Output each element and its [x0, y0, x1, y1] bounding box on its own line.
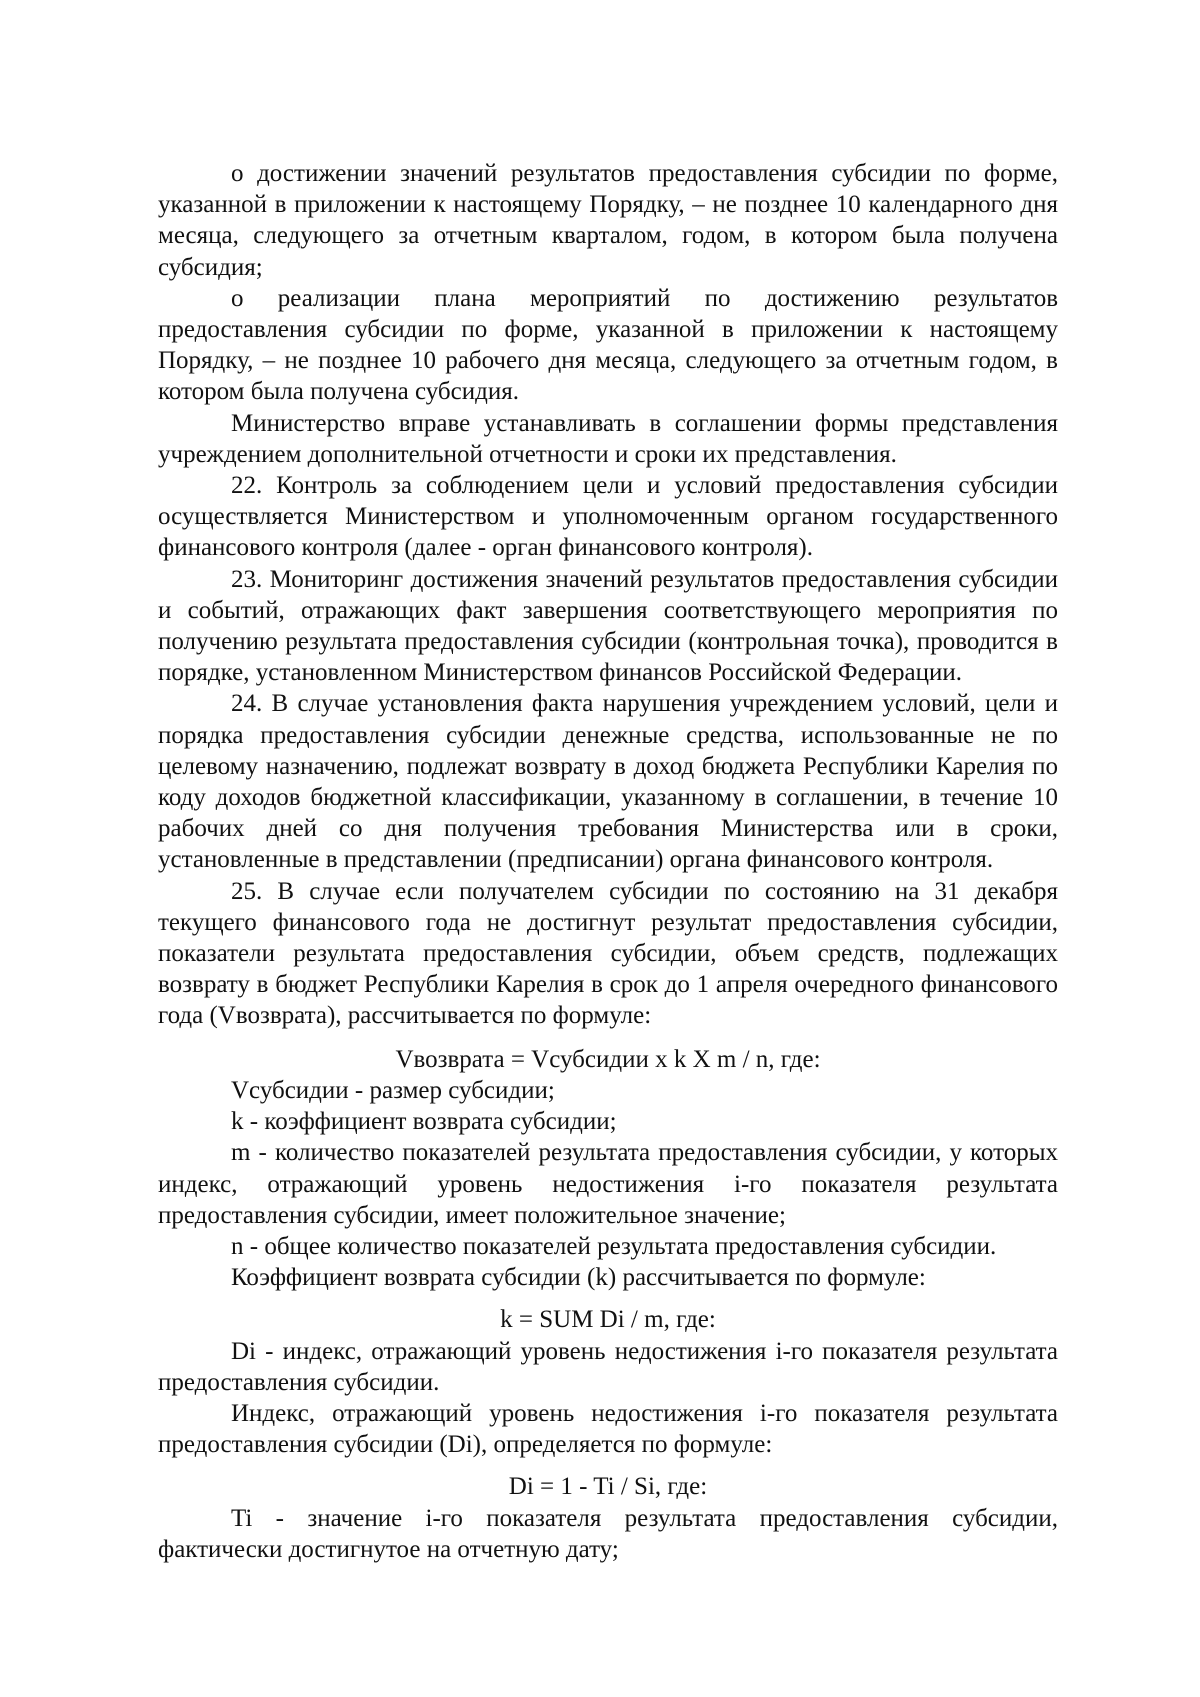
paragraph-22-control: 22. Контроль за соблюдением цели и условий предоставления субсидии осуществляется Министерством и уполномоченным органом государственного финансового контроля (далее - орган финансового контроля). [158, 472, 1058, 562]
formula-index-di: Di = 1 - Ti / Si, где: [508, 1473, 708, 1501]
document-page [158, 158, 1058, 1565]
paragraph-report-plan: о реализации плана мероприятий по достижению результатов предоставления субсидии по форме, указанной в приложении к настоящему Порядку, – не позднее 10 рабочего дня месяца, следующего за отчетным годом, в котором была получена субсидия. [158, 284, 1058, 406]
definition-di: Di - индекс, отражающий уровень недостижения i-го показателя результата предоставления субсидии. [158, 1337, 1058, 1396]
definition-k-intro: Коэффициент возврата субсидии (k) рассчитывается по формуле: [231, 1264, 926, 1292]
paragraph-24-violation: 24. В случае установления факта нарушения учреждением условий, цели и порядка предоставления субсидии денежные средства, использованные не по целевому назначению, подлежат возврату в доход бюджета Республики Карелия по коду доходов бюджетной классификации, указанному в соглашении, в течение 10 рабочих дней со дня получения требования Министерства или в сроки, установленные в представлении (предписании) органа финансового контроля. [158, 690, 1058, 874]
formula-coefficient-k: k = SUM Di / m, где: [500, 1306, 716, 1334]
formula-return-volume: Vвозврата = Vсубсидии x k X m / n, где: [395, 1045, 821, 1073]
definition-di-intro: Индекс, отражающий уровень недостижения i-го показателя результата предоставления субсидии (Di), определяется по формуле: [158, 1399, 1058, 1459]
paragraph-23-monitoring: 23. Мониторинг достижения значений результатов предоставления субсидии и событий, отражающих факт завершения соответствующего мероприятия по получению результата предоставления субсидии (контрольная точка), проводится в порядке, установленном Министерством финансов Российской Федерации. [158, 565, 1058, 687]
paragraph-additional-reporting: Министерство вправе устанавливать в соглашении формы представления учреждением дополнительной отчетности и сроки их представления. [158, 409, 1058, 468]
definition-ti: Ti - значение i-го показателя результата предоставления субсидии, фактически достигнутое на отчетную дату; [158, 1504, 1058, 1563]
definition-m: m - количество показателей результата предоставления субсидии, у которых индекс, отражающий уровень недостижения i-го показателя результата предоставления субсидии, имеет положительное значение; [158, 1139, 1058, 1229]
paragraph-report-results: о достижении значений результатов предоставления субсидии по форме, указанной в приложении к настоящему Порядку, – не позднее 10 календарного дня месяца, следующего за отчетным кварталом, годом, в котором была получена субсидия; [158, 160, 1058, 281]
definition-v-subsidy: Vсубсидии - размер субсидии; [231, 1076, 555, 1104]
paragraph-25-return: 25. В случае если получателем субсидии по состоянию на 31 декабря текущего финансового года не достигнут результат предоставления субсидии, показатели результата предоставления субсидии, объем средств, подлежащих возврату в бюджет Республики Карелия в срок до 1 апреля очередного финансового года (Vвозврата), рассчитывается по формуле: [158, 877, 1058, 1030]
definition-n: n - общее количество показателей результата предоставления субсидии. [231, 1232, 997, 1260]
definition-k: k - коэффициент возврата субсидии; [231, 1108, 617, 1136]
